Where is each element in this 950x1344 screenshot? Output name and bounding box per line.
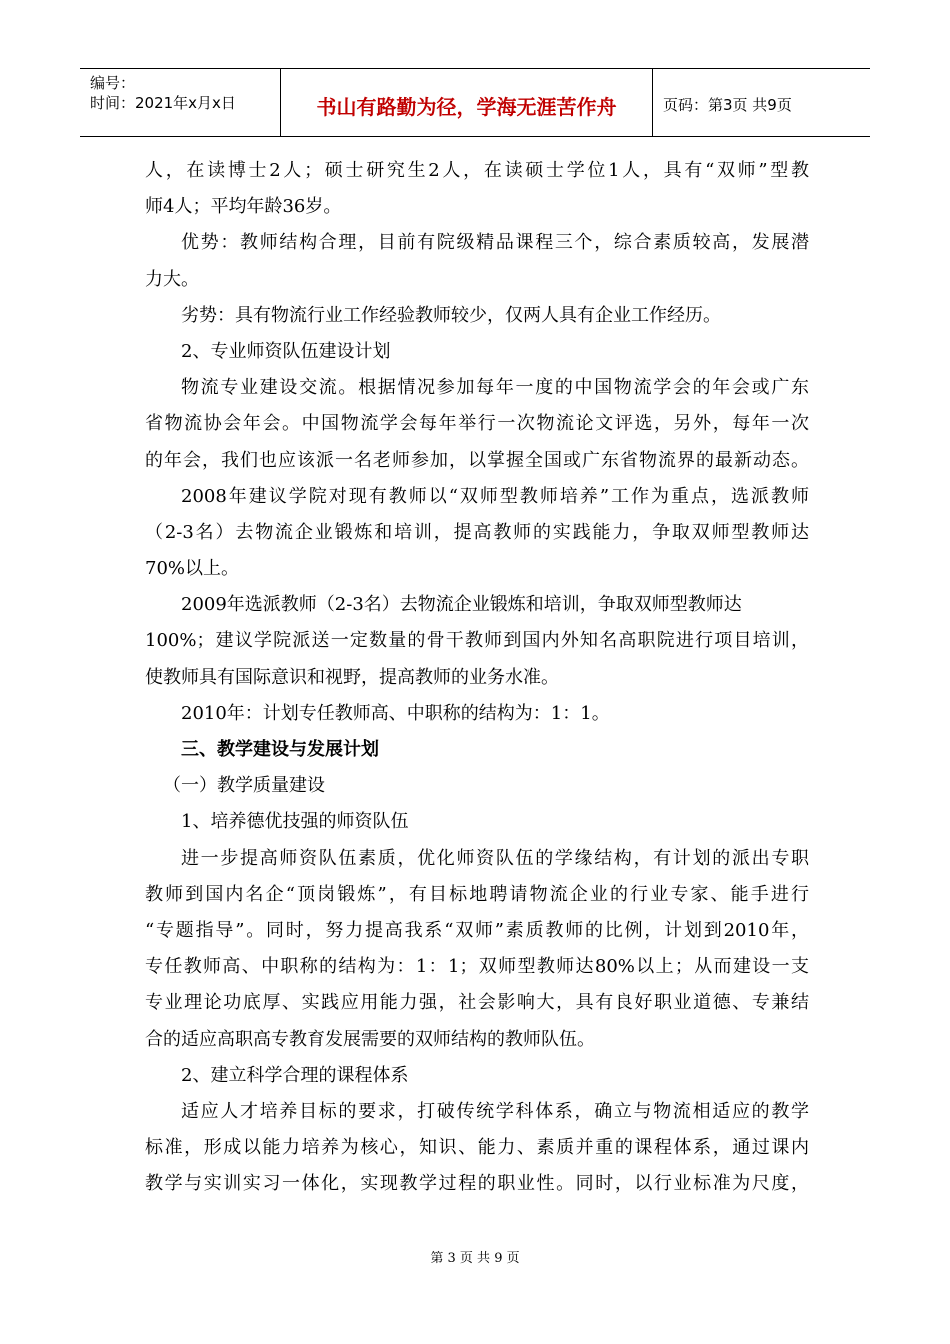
body-line: 省物流协会年会。中国物流学会每年举行一次物流论文评选，另外，每年一次 — [145, 413, 809, 435]
body-line: 教学与实训实习一体化，实现教学过程的职业性。同时，以行业标准为尺度， — [145, 1173, 809, 1195]
body-line: 合的适应高职高专教育发展需要的双师结构的教师队伍。 — [145, 1028, 595, 1050]
header-motto: 书山有路勤为径，学海无涯苦作舟 — [281, 69, 653, 136]
body-line: 劣势：具有物流行业工作经验教师较少，仅两人具有企业工作经历。 — [181, 304, 721, 326]
section-subtitle: 2、专业师资队伍建设计划 — [181, 340, 391, 362]
body-line: 2010年：计划专任教师高、中职称的结构为：1：1。 — [181, 702, 610, 724]
document-time-label: 时间：2021年x月x日 — [90, 94, 236, 112]
body-line: 专任教师高、中职称的结构为：1：1；双师型教师达80%以上；从而建设一支 — [145, 956, 809, 978]
section-heading: 三、教学建设与发展计划 — [181, 739, 379, 760]
body-line: 2009年选派教师（2-3名）去物流企业锻炼和培训，争取双师型教师达 — [181, 594, 742, 616]
body-line: 标准，形成以能力培养为核心，知识、能力、素质并重的课程体系，通过课内 — [145, 1137, 809, 1159]
document-number-label: 编号： — [90, 74, 136, 92]
body-line: 100%；建议学院派送一定数量的骨干教师到国内外知名高职院进行项目培训， — [145, 630, 809, 652]
subsection-heading: （一）教学质量建设 — [163, 775, 325, 797]
body-line: 使教师具有国际意识和视野，提高教师的业务水准。 — [145, 666, 559, 688]
page-header — [80, 68, 870, 137]
body-line: 优势：教师结构合理，目前有院级精品课程三个，综合素质较高，发展潜 — [181, 232, 809, 254]
document-body — [145, 153, 809, 1202]
body-line: 的年会，我们也应该派一名老师参加，以掌握全国或广东省物流界的最新动态。 — [145, 449, 809, 471]
section-subtitle: 1、培养德优技强的师资队伍 — [181, 811, 409, 833]
body-line: 进一步提高师资队伍素质，优化师资队伍的学缘结构，有计划的派出专职 — [181, 847, 809, 869]
header-meta — [80, 69, 281, 136]
body-line: 教师到国内名企“顶岗锻炼”，有目标地聘请物流企业的行业专家、能手进行 — [145, 883, 809, 905]
body-line: 2008年建议学院对现有教师以“双师型教师培养”工作为重点，选派教师 — [181, 485, 809, 507]
page-footer: 第 3 页 共 9 页 — [430, 1251, 520, 1266]
body-line: （2-3名）去物流企业锻炼和培训，提高教师的实践能力，争取双师型教师达 — [145, 521, 809, 543]
body-line: 力大。 — [145, 268, 199, 290]
body-line: 适应人才培养目标的要求，打破传统学科体系，确立与物流相适应的教学 — [181, 1100, 809, 1122]
body-line: “专题指导”。同时，努力提高我系“双师”素质教师的比例，计划到2010年， — [145, 919, 809, 941]
body-line: 70%以上。 — [145, 558, 240, 580]
header-page-code: 页码：第3页 共9页 — [663, 96, 792, 114]
body-line: 人，在读博士2人；硕士研究生2人，在读硕士学位1人，具有“双师”型教 — [145, 160, 809, 181]
body-line: 物流专业建设交流。根据情况参加每年一度的中国物流学会的年会或广东 — [181, 377, 809, 399]
body-line: 专业理论功底厚、实践应用能力强，社会影响大，具有良好职业道德、专兼结 — [145, 992, 809, 1014]
body-line: 师4人；平均年龄36岁。 — [145, 196, 342, 218]
section-subtitle: 2、建立科学合理的课程体系 — [181, 1064, 409, 1086]
